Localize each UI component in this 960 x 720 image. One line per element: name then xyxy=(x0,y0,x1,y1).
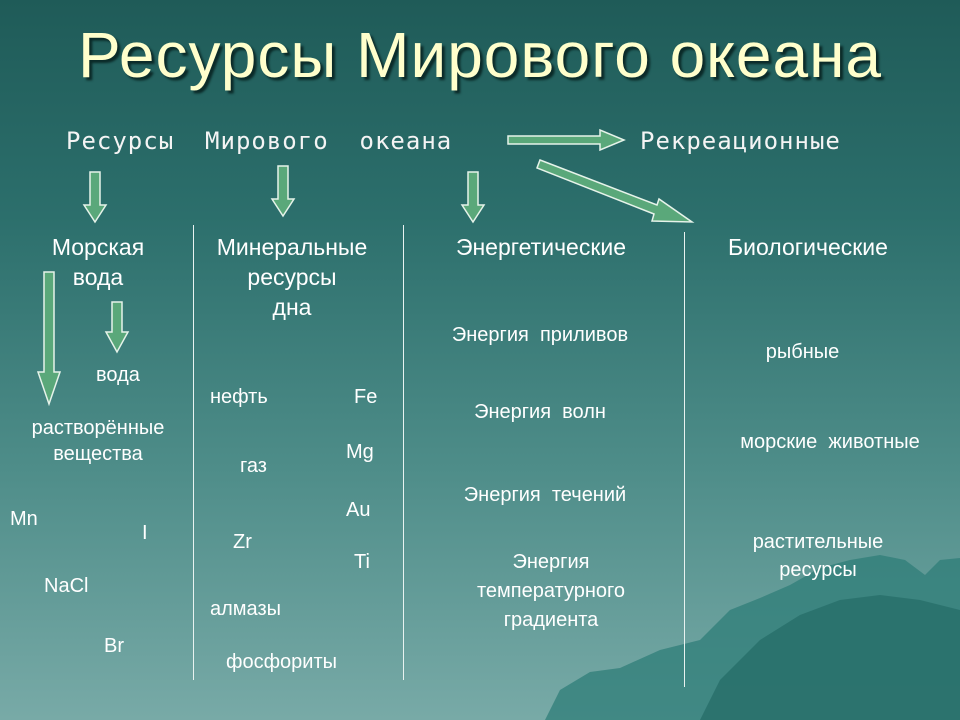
slide-title: Ресурсы Мирового океана xyxy=(78,19,882,91)
minerals-item: нефть xyxy=(210,386,268,408)
bio-item xyxy=(700,530,936,582)
item-line: вещества xyxy=(53,443,143,465)
sea-water-item: I xyxy=(142,522,148,544)
sea-water-item: Mn xyxy=(10,508,38,530)
sea-water-heading xyxy=(20,232,176,292)
minerals-item: алмазы xyxy=(210,598,281,620)
energy-item: Энергия приливов xyxy=(451,324,629,346)
item-line: растительные xyxy=(752,531,884,553)
heading-line: дна xyxy=(272,294,312,320)
minerals-item: фосфориты xyxy=(226,651,337,673)
item-line: градиента xyxy=(503,609,599,631)
minerals-item: Ti xyxy=(354,551,370,573)
energy-item: Энергия волн xyxy=(474,401,606,423)
item-line: температурного xyxy=(477,580,625,602)
bio-heading: Биологические xyxy=(728,234,888,260)
minerals-item: газ xyxy=(240,455,267,477)
item-line: растворённые xyxy=(31,417,165,439)
root-label: Ресурсы Мирового океана xyxy=(66,127,453,155)
minerals-heading xyxy=(194,232,390,322)
sea-water-item: вода xyxy=(96,364,140,386)
column-divider xyxy=(403,225,404,680)
minerals-item: Zr xyxy=(233,531,252,553)
arrow-down-icon xyxy=(462,172,484,222)
sea-water-item: NaCl xyxy=(44,575,89,597)
minerals-item: Fe xyxy=(354,386,378,408)
heading-line: ресурсы xyxy=(247,264,337,290)
energy-item: Энергия течений xyxy=(463,484,627,506)
heading-line: Морская xyxy=(51,234,145,260)
heading-line: Минеральные xyxy=(216,234,368,260)
bio-item: морские животные xyxy=(740,431,920,453)
item-line: Энергия xyxy=(512,551,590,573)
item-line: ресурсы xyxy=(779,559,857,581)
arrow-down-icon xyxy=(106,302,128,352)
minerals-item: Mg xyxy=(346,441,374,463)
sea-water-item xyxy=(6,416,190,466)
arrow-right-icon xyxy=(508,130,624,150)
minerals-item: Au xyxy=(346,499,371,521)
sea-water-item: Br xyxy=(104,635,124,657)
arrow-down-icon xyxy=(272,166,294,216)
arrow-down-icon xyxy=(84,172,106,222)
heading-line: вода xyxy=(72,264,124,290)
energy-heading: Энергетические xyxy=(455,234,627,260)
recreation-label: Рекреационные xyxy=(640,127,841,155)
bio-item: рыбные xyxy=(765,341,840,363)
energy-item xyxy=(416,550,686,632)
arrow-diagonal-icon xyxy=(537,160,692,222)
